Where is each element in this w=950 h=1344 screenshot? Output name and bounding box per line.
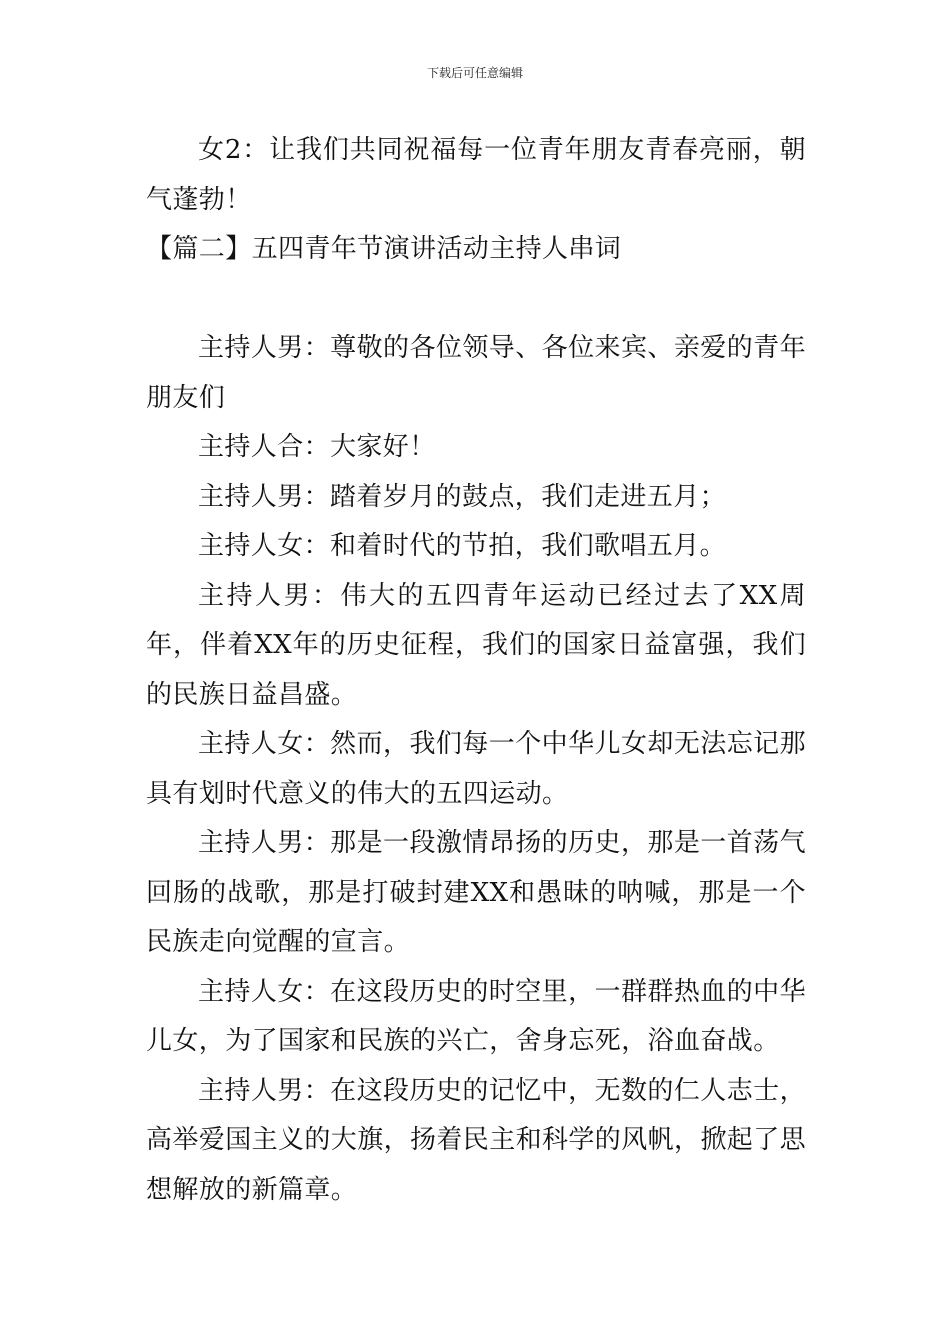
paragraph-may-male: 主持人男：踏着岁月的鼓点，我们走进五月； (198, 481, 727, 512)
paragraph-greeting-together: 主持人合：大家好！ (198, 432, 436, 462)
paragraph-greeting-male: 主持人男：尊敬的各位领导、各位来宾、亲爱的青年朋友们 (146, 333, 806, 413)
paragraph-closing-remark: 女2：让我们共同祝福每一位青年朋友青春亮丽，朝气蓬勃！ (146, 135, 806, 215)
paragraph-sacrifice-female: 主持人女：在这段历史的时空里，一群群热血的中华儿女，为了国家和民族的兴亡，舍身忘死，浴血奋战。 (146, 976, 806, 1056)
paragraph-history-female: 主持人女：然而，我们每一个中华儿女却无法忘记那具有划时代意义的伟大的五四运动。 (146, 729, 806, 809)
section-heading: 【篇二】五四青年节演讲活动主持人串词 (146, 234, 622, 264)
paragraph-may-female: 主持人女：和着时代的节拍，我们歌唱五月。 (198, 531, 727, 561)
page-header-note: 下载后可任意编辑 (426, 66, 523, 80)
paragraph-anthem-male: 主持人男：那是一段激情昂扬的历史，那是一首荡气回肠的战歌，那是打破封建XX和愚昧的呐喊，那是一个民族走向觉醒的宣言。 (146, 828, 806, 957)
paragraph-history-male: 主持人男：伟大的五四青年运动已经过去了XX周年，伴着XX年的历史征程，我们的国家日益富强，我们的民族日益昌盛。 (146, 580, 806, 710)
paragraph-memory-male: 主持人男：在这段历史的记忆中，无数的仁人志士，高举爱国主义的大旗，扬着民主和科学的风帆，掀起了思想解放的新篇章。 (146, 1075, 807, 1205)
document-body (146, 126, 806, 1215)
